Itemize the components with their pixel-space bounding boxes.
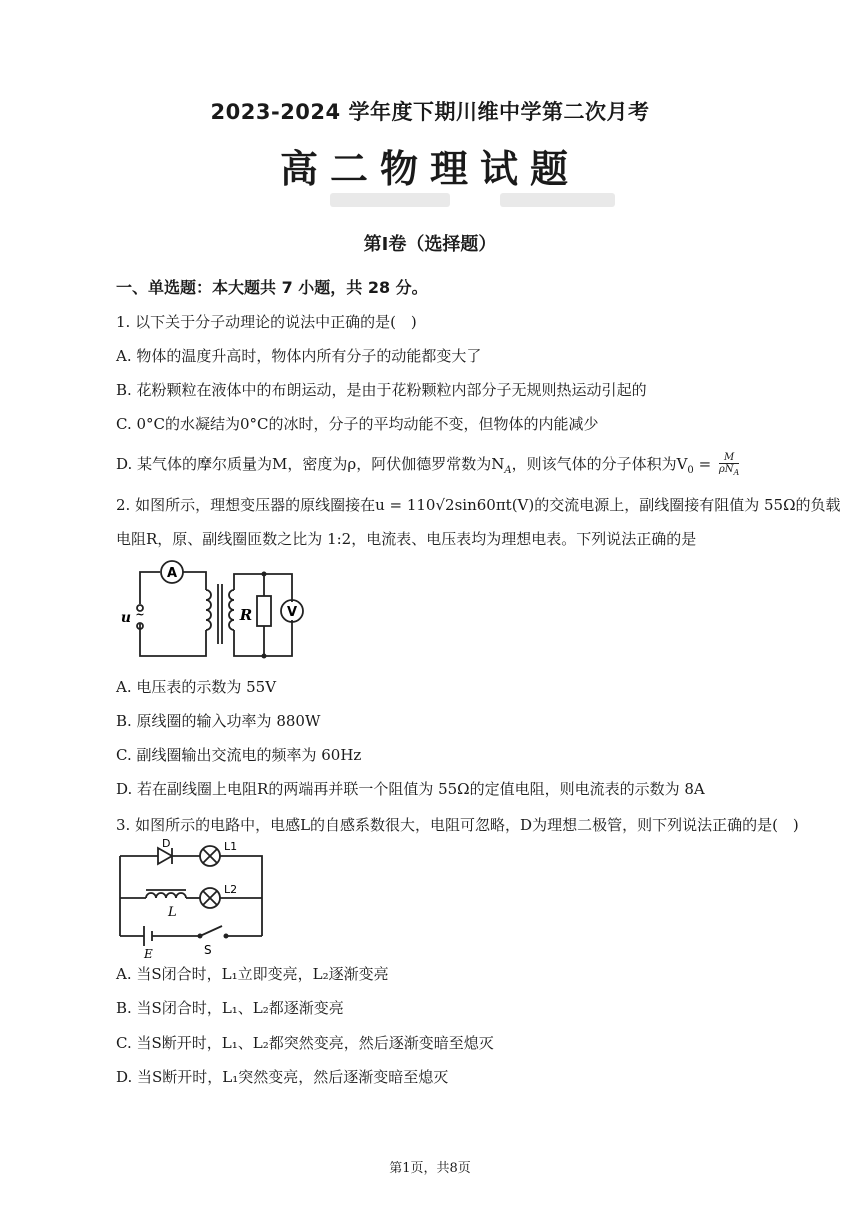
fraction-denominator <box>719 464 739 478</box>
q3-stem: 3. 如图所示的电路中，电感L的自感系数很大，电阻可忽略，D为理想二极管，则下列说法正确的是( ) <box>116 816 799 834</box>
exam-title: 2023-2024 学年度下期川维中学第二次月考 <box>210 100 650 124</box>
q1-option-d-text: D. 某气体的摩尔质量为M，密度为ρ，阿伏伽德罗常数为N <box>116 455 505 473</box>
q1-option-a: A. 物体的温度升高时，物体内所有分子的动能都变大了 <box>116 347 482 365</box>
fraction-denominator-sub: A <box>733 468 740 477</box>
source-label: u <box>120 610 132 626</box>
q1-option-c: C. 0°C的水凝结为0°C的冰时，分子的平均动能不变，但物体的内能减少 <box>116 415 599 433</box>
q2-option-a: A. 电压表的示数为 55V <box>116 678 277 696</box>
q2-option-b: B. 原线圈的输入功率为 880W <box>116 712 321 730</box>
q1-option-d-eq: = <box>693 455 716 473</box>
q1-stem: 1. 以下关于分子动理论的说法中正确的是( ) <box>116 313 417 331</box>
switch-label: S <box>204 943 212 957</box>
q3-option-c: C. 当S断开时，L₁、L₂都突然变亮，然后逐渐变暗至熄灭 <box>116 1034 494 1052</box>
q2-option-d: D. 若在副线圈上电阻R的两端再并联一个阻值为 55Ω的定值电阻，则电流表的示数为 8A <box>116 780 705 798</box>
q3-option-d: D. 当S断开时，L₁突然变亮，然后逐渐变暗至熄灭 <box>116 1068 449 1086</box>
inductor-circuit-diagram <box>112 838 272 960</box>
q1-option-d-tail: ，则该气体的分子体积为V <box>511 455 688 473</box>
ac-symbol: ~ <box>135 608 145 621</box>
resistor-label: R <box>239 606 253 624</box>
q2-stem-line2: 电阻R，原、副线圈匝数之比为 1:2，电流表、电压表均为理想电表。下列说法正确的是 <box>116 530 697 548</box>
battery-label: E <box>144 947 153 960</box>
redacted-smudge-left <box>330 193 450 207</box>
fraction-numerator: M <box>719 452 739 464</box>
q2-option-c: C. 副线圈输出交流电的频率为 60Hz <box>116 746 362 764</box>
q1-option-d-sub0: 0 <box>687 465 694 476</box>
q1-option-b: B. 花粉颗粒在液体中的布朗运动，是由于花粉颗粒内部分子无规则热运动引起的 <box>116 381 647 399</box>
q2-stem-line1: 2. 如图所示，理想变压器的原线圈接在u = 110√2sin60πt(V)的交流电源上，副线圈接有阻值为 55Ω的负载 <box>116 496 841 514</box>
page-footer: 第1页，共8页 <box>389 1161 471 1176</box>
q1-option-d-sub: A <box>504 465 512 476</box>
molar-volume-fraction <box>719 452 739 478</box>
q3-option-b: B. 当S闭合时，L₁、L₂都逐渐变亮 <box>116 999 344 1017</box>
voltmeter-label: V <box>286 605 298 620</box>
part-heading: 一、单选题：本大题共 7 小题，共 28 分。 <box>116 278 428 297</box>
inductor-label: L <box>168 905 177 920</box>
ammeter-label: A <box>166 566 178 581</box>
redacted-smudge-right <box>500 193 615 207</box>
transformer-circuit-diagram <box>112 560 312 670</box>
q1-option-d <box>116 452 739 478</box>
subject-title: 高二物理试题 <box>279 147 580 191</box>
section-title: 第Ⅰ卷（选择题） <box>363 234 497 255</box>
lamp1-label: L1 <box>224 840 238 853</box>
lamp2-label: L2 <box>224 883 238 896</box>
fraction-denominator-text: ρN <box>718 464 734 475</box>
q3-option-a: A. 当S闭合时，L₁立即变亮，L₂逐渐变亮 <box>116 965 389 983</box>
diode-label: D <box>162 838 171 850</box>
